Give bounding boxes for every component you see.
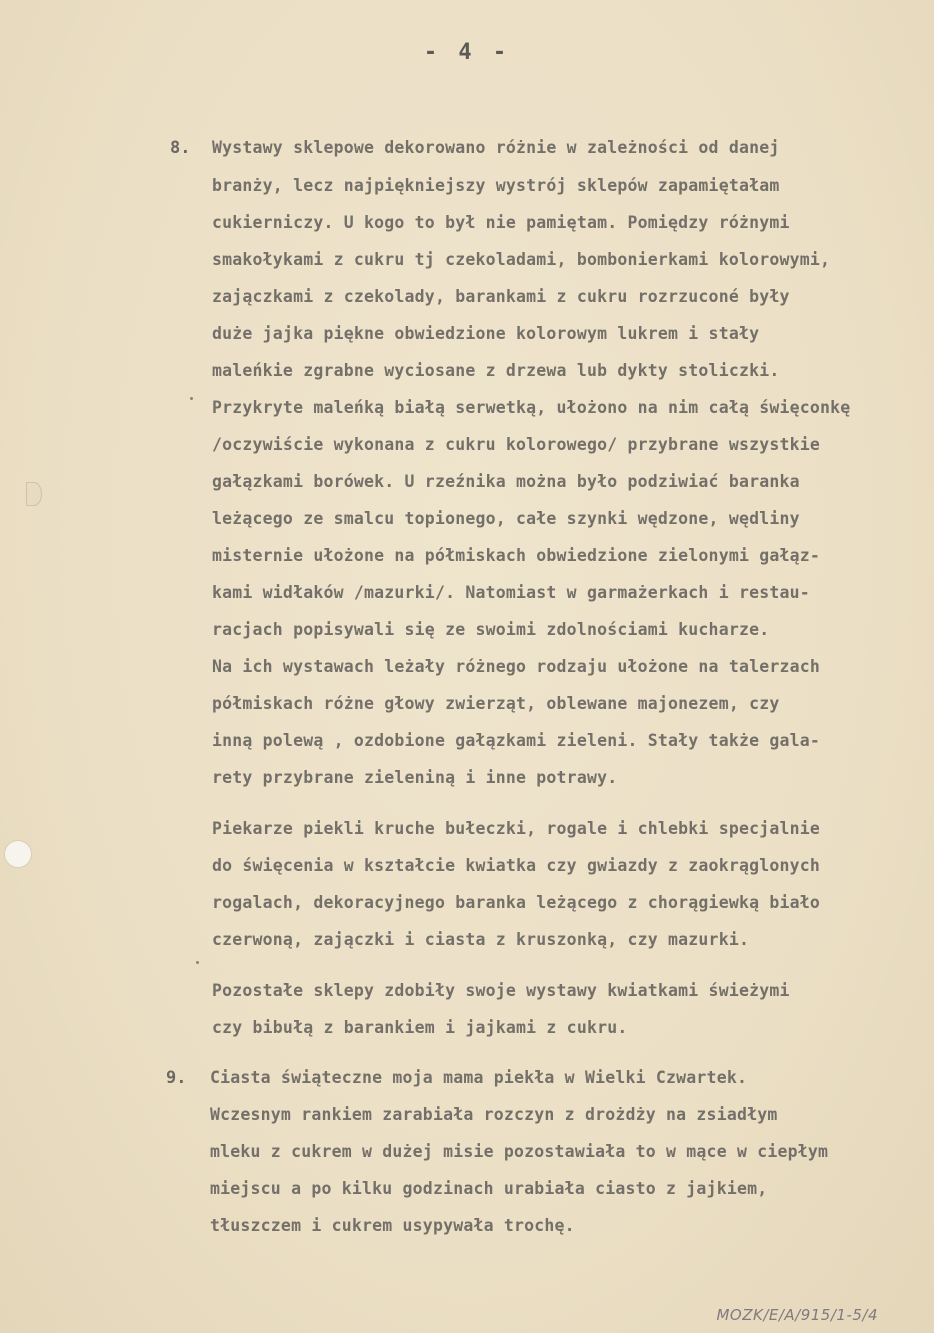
text-line: zajączkami z czekolady, barankami z cukru rozrzuconé były [212, 287, 790, 306]
text-line: do święcenia w kształcie kwiatka czy gwiazdy z zaokrąglonych [212, 856, 821, 875]
text-line: rety przybrane zieleniną i inne potrawy. [212, 768, 618, 787]
text-line: racjach popisywali się ze swoimi zdolnościami kucharze. [212, 620, 770, 639]
text-line: gałązkami borówek. U rzeźnika można było podziwiać baranka [212, 472, 800, 491]
text-line: Przykryte maleńką białą serwetką, ułożono na nim całą święconkę [212, 398, 851, 417]
text-line: rogalach, dekoracyjnego baranka leżącego z chorągiewką biało [212, 893, 821, 912]
text-line: kami widłaków /mazurki/. Natomiast w garmażerkach i restau- [212, 583, 810, 602]
text-line: Pozostałe sklepy zdobiły swoje wystawy kwiatkami świeżymi [212, 981, 790, 1000]
text-line: Na ich wystawach leżały różnego rodzaju ułożone na talerzach [212, 657, 821, 676]
text-line: Ciasta świąteczne moja mama piekła w Wielki Czwartek. [210, 1068, 748, 1087]
text-line: maleńkie zgrabne wyciosane z drzewa lub dykty stoliczki. [212, 361, 780, 380]
text-line: leżącego ze smalcu topionego, całe szynki wędzone, wędliny [212, 509, 800, 528]
text-line: Piekarze piekli kruche bułeczki, rogale i chlebki specjalnie [212, 819, 821, 838]
archive-reference: MOZK/E/A/915/1-5/4 [716, 1306, 878, 1324]
text-line: tłuszczem i cukrem usypywała trochę. [210, 1216, 575, 1235]
text-line: cukierniczy. U kogo to był nie pamiętam. Pomiędzy różnymi [212, 213, 790, 232]
punch-hole [4, 840, 32, 868]
text-line: miejscu a po kilku godzinach urabiała ciasto z jajkiem, [210, 1179, 768, 1198]
section-number: 9. [166, 1068, 187, 1088]
text-line: czerwoną, zajączki i ciasta z kruszonką, czy mazurki. [212, 930, 750, 949]
text-line: misternie ułożone na półmiskach obwiedzione zielonymi gałąz- [212, 546, 821, 565]
text-line: smakołykami z cukru tj czekoladami, bombonierkami kolorowymi, [212, 250, 831, 269]
text-line: inną polewą , ozdobione gałązkami zieleni. Stały także gala- [212, 731, 821, 750]
page-number: - 4 - [423, 40, 511, 65]
ink-dot [196, 961, 199, 964]
text-line: półmiskach różne głowy zwierząt, oblewane majonezem, czy [212, 694, 780, 713]
punch-hole-partial [26, 482, 42, 506]
ink-dot [190, 397, 193, 400]
text-line: Wczesnym rankiem zarabiała rozczyn z drożdży na zsiadłym [210, 1105, 778, 1124]
text-line: /oczywiście wykonana z cukru kolorowego/ przybrane wszystkie [212, 435, 821, 454]
text-line: duże jajka piękne obwiedzione kolorowym lukrem i stały [212, 324, 760, 343]
text-line: Wystawy sklepowe dekorowano różnie w zależności od danej [212, 138, 780, 157]
text-line: czy bibułą z barankiem i jajkami z cukru. [212, 1018, 628, 1037]
section-number: 8. [170, 138, 191, 158]
text-line: mleku z cukrem w dużej misie pozostawiała to w mące w ciepłym [210, 1142, 829, 1161]
text-line: branży, lecz najpiękniejszy wystrój sklepów zapamiętałam [212, 176, 780, 195]
